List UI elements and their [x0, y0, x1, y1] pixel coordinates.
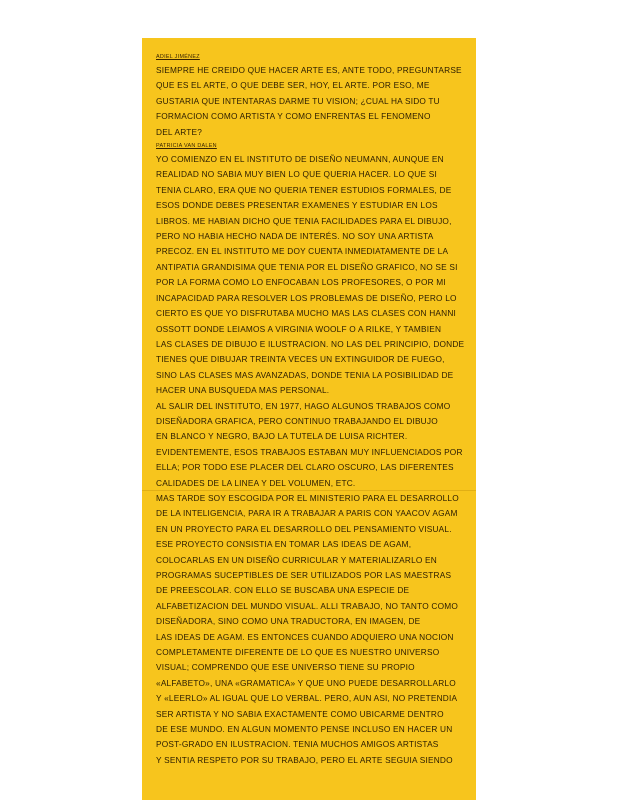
text-line: DISEÑADORA GRAFICA, PERO CONTINUO TRABAJANDO EL DIBUJO: [156, 415, 438, 426]
text-line: Y SENTIA RESPETO POR SU TRABAJO, PERO EL ARTE SEGUIA SIENDO: [156, 754, 453, 765]
text-line: PROGRAMAS SUCEPTIBLES DE SER UTILIZADOS POR LAS MAESTRAS: [156, 570, 452, 580]
text-line: POR LA FORMA COMO LO ENFOCABAN LOS PROFESORES, O POR MI: [156, 277, 446, 288]
text-line: POST-GRADO EN ILUSTRACION. TENIA MUCHOS AMIGOS ARTISTAS: [156, 739, 439, 750]
text-line: TENIA CLARO, ERA QUE NO QUERIA TENER ESTUDIOS FORMALES, DE: [156, 184, 452, 195]
text-line: REALIDAD NO SABIA MUY BIEN LO QUE QUERIA HACER. LO QUE SI: [156, 169, 437, 180]
text-line: DE PREESCOLAR. CON ELLO SE BUSCABA UNA ESPECIE DE: [156, 585, 410, 596]
text-line: PERO NO HABIA HECHO NADA DE INTERÉS. NO SOY UNA ARTISTA: [156, 231, 434, 242]
text-line: SER ARTISTA Y NO SABIA EXACTAMENTE COMO UBICARME DENTRO: [156, 708, 444, 719]
text-line: ESOS DONDE DEBES PRESENTAR EXAMENES Y ESTUDIAR EN LOS: [156, 200, 438, 211]
text-line: HACER UNA BUSQUEDA MAS PERSONAL.: [156, 385, 330, 396]
text-line: ALFABETIZACION DEL MUNDO VISUAL. ALLI TRABAJO, NO TANTO COMO: [156, 600, 458, 611]
text-line: DISEÑADORA, SINO COMO UNA TRADUCTORA, EN IMAGEN, DE: [156, 616, 421, 627]
text-line: ESE PROYECTO CONSISTIA EN TOMAR LAS IDEAS DE AGAM,: [156, 539, 412, 550]
text-line: COLOCARLAS EN UN DISEÑO CURRICULAR Y MATERIALIZARLO EN: [156, 554, 437, 565]
text-line: LAS CLASES DE DIBUJO E ILUSTRACION. NO LAS DEL PRINCIPIO, DONDE: [156, 338, 465, 349]
text-line: EN UN PROYECTO PARA EL DESARROLLO DEL PENSAMIENTO VISUAL.: [156, 523, 452, 534]
text-line: YO COMIENZO EN EL INSTITUTO DE DISEÑO NEUMANN, AUNQUE EN: [156, 154, 444, 165]
text-line: DEL ARTE?: [156, 126, 203, 137]
text-line: INCAPACIDAD PARA RESOLVER LOS PROBLEMAS DE DISEÑO, PERO LO: [156, 292, 457, 303]
text-line: «ALFABETO», UNA «GRAMATICA» Y QUE UNO PUEDE DESARROLLARLO: [156, 677, 456, 688]
text-line: CALIDADES DE LA LINEA Y DEL VOLUMEN, ETC.: [156, 477, 356, 488]
text-line: LAS IDEAS DE AGAM. ES ENTONCES CUANDO ADQUIERO UNA NOCION: [156, 631, 454, 642]
text-line: AL SALIR DEL INSTITUTO, EN 1977, HAGO ALGUNOS TRABAJOS COMO: [156, 400, 451, 411]
text-line: DE LA INTELIGENCIA, PARA IR A TRABAJAR A PARIS CON YAACOV AGAM: [156, 508, 458, 519]
text-line: Y «LEERLO» AL IGUAL QUE LO VERBAL. PERO, AUN ASI, NO PRETENDIA: [156, 693, 458, 704]
text-line: COMPLETAMENTE DIFERENTE DE LO QUE ES NUESTRO UNIVERSO: [156, 647, 440, 658]
text-line: EVIDENTEMENTE, ESOS TRABAJOS ESTABAN MUY INFLUENCIADOS POR: [156, 446, 463, 457]
text-line: SINO LAS CLASES MAS AVANZADAS, DONDE TENIA LA POSIBILIDAD DE: [156, 369, 454, 380]
question-text: [156, 63, 464, 140]
text-line: MAS TARDE SOY ESCOGIDA POR EL MINISTERIO PARA EL DESARROLLO: [156, 492, 459, 503]
text-line: OSSOTT DONDE LEIAMOS A VIRGINIA WOOLF O A RILKE, Y TAMBIEN: [156, 323, 442, 334]
text-line: SIEMPRE HE CREIDO QUE HACER ARTE ES, ANTE TODO, PREGUNTARSE: [156, 65, 462, 75]
speaker-label-interviewer: ADIEL JIMÉNEZ: [156, 54, 200, 60]
text-line: FORMACION COMO ARTISTA Y COMO ENFRENTAS EL FENOMENO: [156, 111, 431, 122]
speaker-label-artist: PATRICIA VAN DALEN: [156, 143, 217, 150]
yellow-text-panel: [142, 38, 476, 800]
text-line: GUSTARIA QUE INTENTARAS DARME TU VISION; ¿CUAL HA SIDO TU: [156, 95, 440, 106]
text-line: PRECOZ. EN EL INSTITUTO ME DOY CUENTA INMEDIATAMENTE DE LA: [156, 246, 449, 257]
text-line: QUE ES EL ARTE, O QUE DEBE SER, HOY, EL ARTE. POR ESO, ME: [156, 80, 430, 91]
text-line: ANTIPATIA GRANDISIMA QUE TENIA POR EL DISEÑO GRAFICO, NO SE SI: [156, 261, 458, 272]
answer-text: [156, 152, 464, 768]
text-line: VISUAL; COMPRENDO QUE ESE UNIVERSO TIENE SU PROPIO: [156, 662, 415, 673]
text-line: CIERTO ES QUE YO DISFRUTABA MUCHO MAS LAS CLASES CON HANNI: [156, 308, 457, 319]
text-line: LIBROS. ME HABIAN DICHO QUE TENIA FACILIDADES PARA EL DIBUJO,: [156, 215, 452, 226]
text-line: TIENES QUE DIBUJAR TREINTA VECES UN EXTINGUIDOR DE FUEGO,: [156, 354, 445, 365]
text-line: EN BLANCO Y NEGRO, BAJO LA TUTELA DE LUISA RICHTER.: [156, 431, 408, 442]
text-line: ELLA; POR TODO ESE PLACER DEL CLARO OSCURO, LAS DIFERENTES: [156, 462, 454, 473]
text-line: DE ESE MUNDO. EN ALGUN MOMENTO PENSE INCLUSO EN HACER UN: [156, 724, 453, 735]
interview-content: [156, 54, 464, 768]
